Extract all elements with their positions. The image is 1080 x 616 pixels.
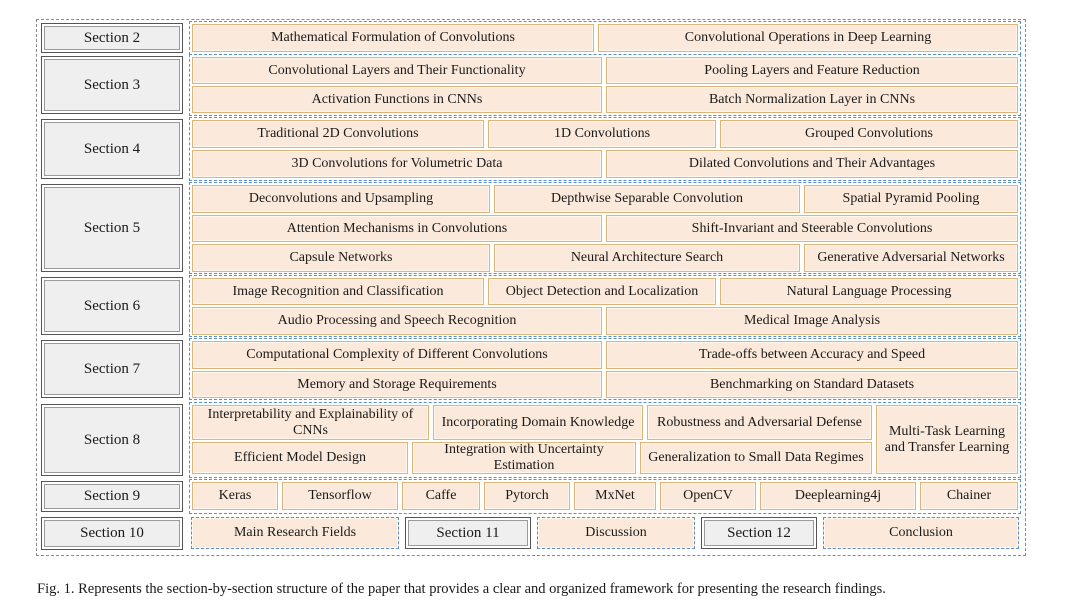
section-10-12-group [189, 515, 1021, 552]
topic-box: Spatial Pyramid Pooling [804, 185, 1018, 213]
topic-box: Shift-Invariant and Steerable Convolutions [606, 215, 1018, 242]
section-2-group [189, 21, 1021, 55]
topic-box: Computational Complexity of Different Convolutions [192, 341, 602, 369]
topic-box: Generative Adversarial Networks [804, 244, 1018, 272]
section-4-group [189, 117, 1021, 181]
topic-box: Convolutional Operations in Deep Learning [598, 24, 1018, 52]
topic-box: Generalization to Small Data Regimes [640, 442, 872, 474]
topic-box: Main Research Fields [191, 517, 399, 549]
figure-caption: Fig. 1. Represents the section-by-section structure of the paper that provides a clear and organized framework for presenting the research findings. [37, 581, 886, 597]
section-11-label: Section 11 [405, 517, 531, 549]
topic-box: Multi-Task Learning and Transfer Learning [876, 405, 1018, 474]
topic-box: Audio Processing and Speech Recognition [192, 307, 602, 335]
section-6-label: Section 6 [41, 277, 183, 335]
section-9-label: Section 9 [41, 481, 183, 512]
topic-box: Medical Image Analysis [606, 307, 1018, 335]
section-5-group [189, 182, 1021, 274]
topic-box: Dilated Convolutions and Their Advantages [606, 150, 1018, 178]
topic-box: Batch Normalization Layer in CNNs [606, 86, 1018, 113]
topic-box: Deeplearning4j [760, 482, 916, 510]
topic-box: 3D Convolutions for Volumetric Data [192, 150, 602, 178]
topic-box: MxNet [574, 482, 656, 510]
topic-box: Pytorch [484, 482, 570, 510]
topic-box: Image Recognition and Classification [192, 278, 484, 305]
section-12-label: Section 12 [701, 517, 817, 549]
topic-box: Keras [192, 482, 278, 510]
topic-box: Object Detection and Localization [488, 278, 716, 305]
section-6-group [189, 275, 1021, 337]
topic-box: Integration with Uncertainty Estimation [412, 442, 636, 474]
topic-box: Neural Architecture Search [494, 244, 800, 272]
section-7-label: Section 7 [41, 340, 183, 398]
section-3-group [189, 54, 1021, 116]
section-3-label: Section 3 [41, 56, 183, 114]
section-10-label: Section 10 [41, 517, 183, 550]
topic-box: Trade-offs between Accuracy and Speed [606, 341, 1018, 369]
section-5-label: Section 5 [41, 184, 183, 272]
topic-box: Discussion [537, 517, 695, 549]
topic-box: Activation Functions in CNNs [192, 86, 602, 113]
topic-box: Conclusion [823, 517, 1019, 549]
topic-box: Mathematical Formulation of Convolutions [192, 24, 594, 52]
topic-box: Tensorflow [282, 482, 398, 510]
topic-box: Deconvolutions and Upsampling [192, 185, 490, 213]
topic-box: Traditional 2D Convolutions [192, 120, 484, 148]
section-4-label: Section 4 [41, 119, 183, 179]
topic-box: Benchmarking on Standard Datasets [606, 371, 1018, 398]
section-7-group [189, 338, 1021, 400]
section-8-group [189, 402, 1021, 478]
topic-box: Memory and Storage Requirements [192, 371, 602, 398]
topic-box: 1D Convolutions [488, 120, 716, 148]
topic-box: Robustness and Adversarial Defense [647, 405, 872, 440]
topic-box: Attention Mechanisms in Convolutions [192, 215, 602, 242]
section-2-label: Section 2 [41, 23, 183, 53]
topic-box: Caffe [402, 482, 480, 510]
topic-box: OpenCV [660, 482, 756, 510]
section-9-group [189, 479, 1021, 514]
topic-box: Capsule Networks [192, 244, 490, 272]
topic-box: Efficient Model Design [192, 442, 408, 474]
topic-box: Pooling Layers and Feature Reduction [606, 57, 1018, 84]
topic-box: Grouped Convolutions [720, 120, 1018, 148]
topic-box: Natural Language Processing [720, 278, 1018, 305]
topic-box: Incorporating Domain Knowledge [433, 405, 643, 440]
section-8-label: Section 8 [41, 404, 183, 476]
topic-box: Convolutional Layers and Their Functionality [192, 57, 602, 84]
topic-box: Depthwise Separable Convolution [494, 185, 800, 213]
topic-box: Interpretability and Explainability of CNNs [192, 405, 429, 440]
topic-box: Chainer [920, 482, 1018, 510]
